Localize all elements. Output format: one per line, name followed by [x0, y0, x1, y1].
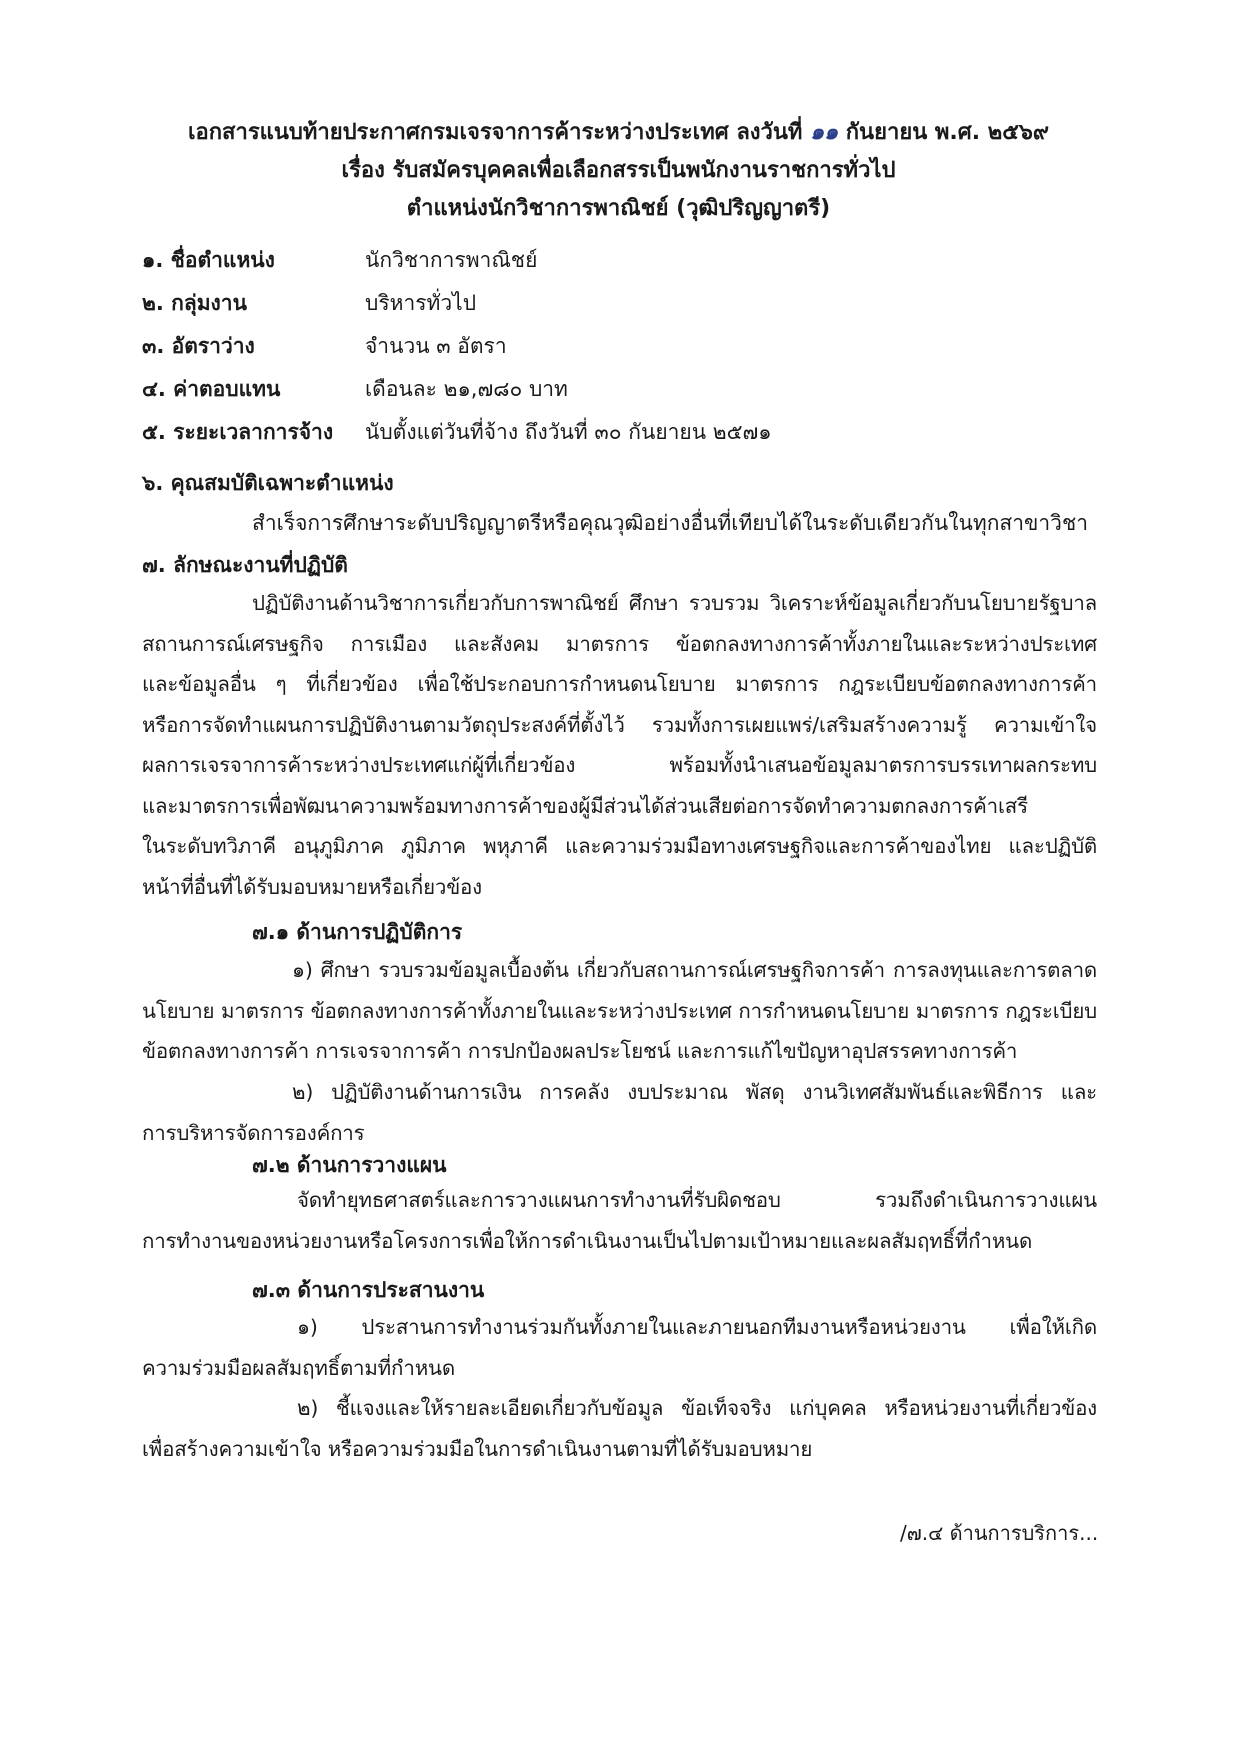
field-label-employment-period: ๕. ระยะเวลาการจ้าง [142, 420, 334, 444]
field-value-compensation: เดือนละ ๒๑,๗๘๐ บาท [365, 377, 568, 401]
field-value-vacancies: จำนวน ๓ อัตรา [365, 334, 507, 358]
paragraph-line: ในระดับทวิภาคี อนุภูมิภาค ภูมิภาค พหุภาคี และความร่วมมือทางเศรษฐกิจและการค้าของไทย และปฏิบัติ [142, 834, 1097, 858]
paragraph-line: การทำงานของหน่วยงานหรือโครงการเพื่อให้การดำเนินงานเป็นไปตามเป้าหมายและผลสัมฤทธิ์ที่กำหนด [142, 1228, 1033, 1253]
section-7-1-item-2 [142, 1072, 1097, 1153]
page-continuation-note: /๗.๔ ด้านการบริการ... [900, 1521, 1099, 1545]
paragraph-line: ๑) ศึกษา รวบรวมข้อมูลเบื้องต้น เกี่ยวกับสถานการณ์เศรษฐกิจการค้า การลงทุนและการตลาด [292, 958, 1097, 982]
header-subject: เรื่อง รับสมัครบุคคลเพื่อเลือกสรรเป็นพนักงานราชการทั่วไป [341, 158, 896, 183]
paragraph-line: และข้อมูลอื่น ๆ ที่เกี่ยวข้อง เพื่อใช้ประกอบการกำหนดนโยบาย มาตรการ กฎระเบียบข้อตกลงทางการค้า [142, 672, 1097, 696]
field-label-compensation: ๔. ค่าตอบแทน [142, 377, 281, 401]
section-7-1-item-1 [142, 950, 1097, 1072]
header-line-1 [0, 118, 1237, 148]
paragraph-line: หน้าที่อื่นที่ได้รับมอบหมายหรือเกี่ยวข้อง [142, 874, 482, 899]
section-7-3-item-1 [142, 1307, 1097, 1388]
field-label-position-name: ๑. ชื่อตำแหน่ง [142, 248, 275, 272]
field-value-work-group: บริหารทั่วไป [365, 291, 477, 315]
header-announcement-text: เอกสารแนบท้ายประกาศกรมเจรจาการค้าระหว่างประเทศ ลงวันที่ [188, 120, 803, 145]
paragraph-line: ๒) ชี้แจงและให้รายละเอียดเกี่ยวกับข้อมูล ข้อเท็จจริง แก่บุคคล หรือหน่วยงานที่เกี่ยวข้อง [297, 1396, 1097, 1420]
paragraph-line: ความร่วมมือผลสัมฤทธิ์ตามที่กำหนด [142, 1355, 455, 1380]
section-7-paragraph [142, 583, 1097, 907]
field-label-vacancies: ๓. อัตราว่าง [142, 334, 255, 358]
section-7-3-item-2 [142, 1388, 1097, 1469]
field-label-work-group: ๒. กลุ่มงาน [142, 291, 247, 315]
section-7-3-heading: ๗.๓ ด้านการประสานงาน [252, 1278, 485, 1302]
paragraph-line: การบริหารจัดการองค์การ [142, 1120, 365, 1145]
paragraph-line: นโยบาย มาตรการ ข้อตกลงทางการค้าทั้งภายในและระหว่างประเทศ การกำหนดนโยบาย มาตรการ กฎระเบียบ [142, 998, 1097, 1023]
paragraph-line: ๑) ประสานการทำงานร่วมกันทั้งภายในและภายนอกทีมงานหรือหน่วยงาน เพื่อให้เกิด [297, 1315, 1097, 1339]
section-6-heading: ๖. คุณสมบัติเฉพาะตำแหน่ง [142, 471, 394, 495]
section-7-2-paragraph [142, 1180, 1097, 1261]
section-7-heading: ๗. ลักษณะงานที่ปฏิบัติ [142, 553, 348, 577]
header-day: ๑๑ [810, 120, 839, 145]
field-value-employment-period: นับตั้งแต่วันที่จ้าง ถึงวันที่ ๓๐ กันยายน ๒๕๗๑ [365, 420, 772, 444]
paragraph-line: จัดทำยุทธศาสตร์และการวางแผนการทำงานที่รับผิดชอบ รวมถึงดำเนินการวางแผน [297, 1188, 1097, 1212]
section-7-1-heading: ๗.๑ ด้านการปฏิบัติการ [252, 920, 463, 944]
paragraph-line: และมาตรการเพื่อพัฒนาความพร้อมทางการค้าของผู้มีส่วนได้ส่วนเสียต่อการจัดทำความตกลงการค้าเสรี [142, 793, 1028, 818]
paragraph-line: สถานการณ์เศรษฐกิจ การเมือง และสังคม มาตรการ ข้อตกลงทางการค้าทั้งภายในและระหว่างประเทศ [142, 631, 1097, 656]
field-value-position-name: นักวิชาการพาณิชย์ [365, 248, 538, 272]
section-7-2-heading: ๗.๒ ด้านการวางแผน [252, 1153, 447, 1177]
paragraph-line: ผลการเจรจาการค้าระหว่างประเทศแก่ผู้ที่เกี่ยวข้อง พร้อมทั้งนำเสนอข้อมูลมาตรการบรรเทาผลกระทบ [142, 753, 1097, 777]
paragraph-line: เพื่อสร้างความเข้าใจ หรือความร่วมมือในการดำเนินงานตามที่ได้รับมอบหมาย [142, 1436, 813, 1461]
section-6-text: สำเร็จการศึกษาระดับปริญญาตรีหรือคุณวุฒิอย่างอื่นที่เทียบได้ในระดับเดียวกันในทุกสาขาวิชา [252, 511, 1089, 535]
paragraph-line: ๒) ปฏิบัติงานด้านการเงิน การคลัง งบประมาณ พัสดุ งานวิเทศสัมพันธ์และพิธีการ และ [292, 1080, 1097, 1104]
paragraph-line: ข้อตกลงทางการค้า การเจรจาการค้า การปกป้องผลประโยชน์ และการแก้ไขปัญหาอุปสรรคทางการค้า [142, 1039, 1018, 1063]
paragraph-line: หรือการจัดทำแผนการปฏิบัติงานตามวัตถุประสงค์ที่ตั้งไว้ รวมทั้งการเผยแพร่/เสริมสร้างความรู้ ความเข้าใจ [142, 712, 1097, 737]
header-month-year: กันยายน พ.ศ. ๒๕๖๙ [845, 120, 1049, 145]
paragraph-line: ปฏิบัติงานด้านวิชาการเกี่ยวกับการพาณิชย์ ศึกษา รวบรวม วิเคราะห์ข้อมูลเกี่ยวกับนโยบายรัฐบาล [252, 591, 1097, 615]
header-position: ตำแหน่งนักวิชาการพาณิชย์ (วุฒิปริญญาตรี) [406, 196, 831, 221]
